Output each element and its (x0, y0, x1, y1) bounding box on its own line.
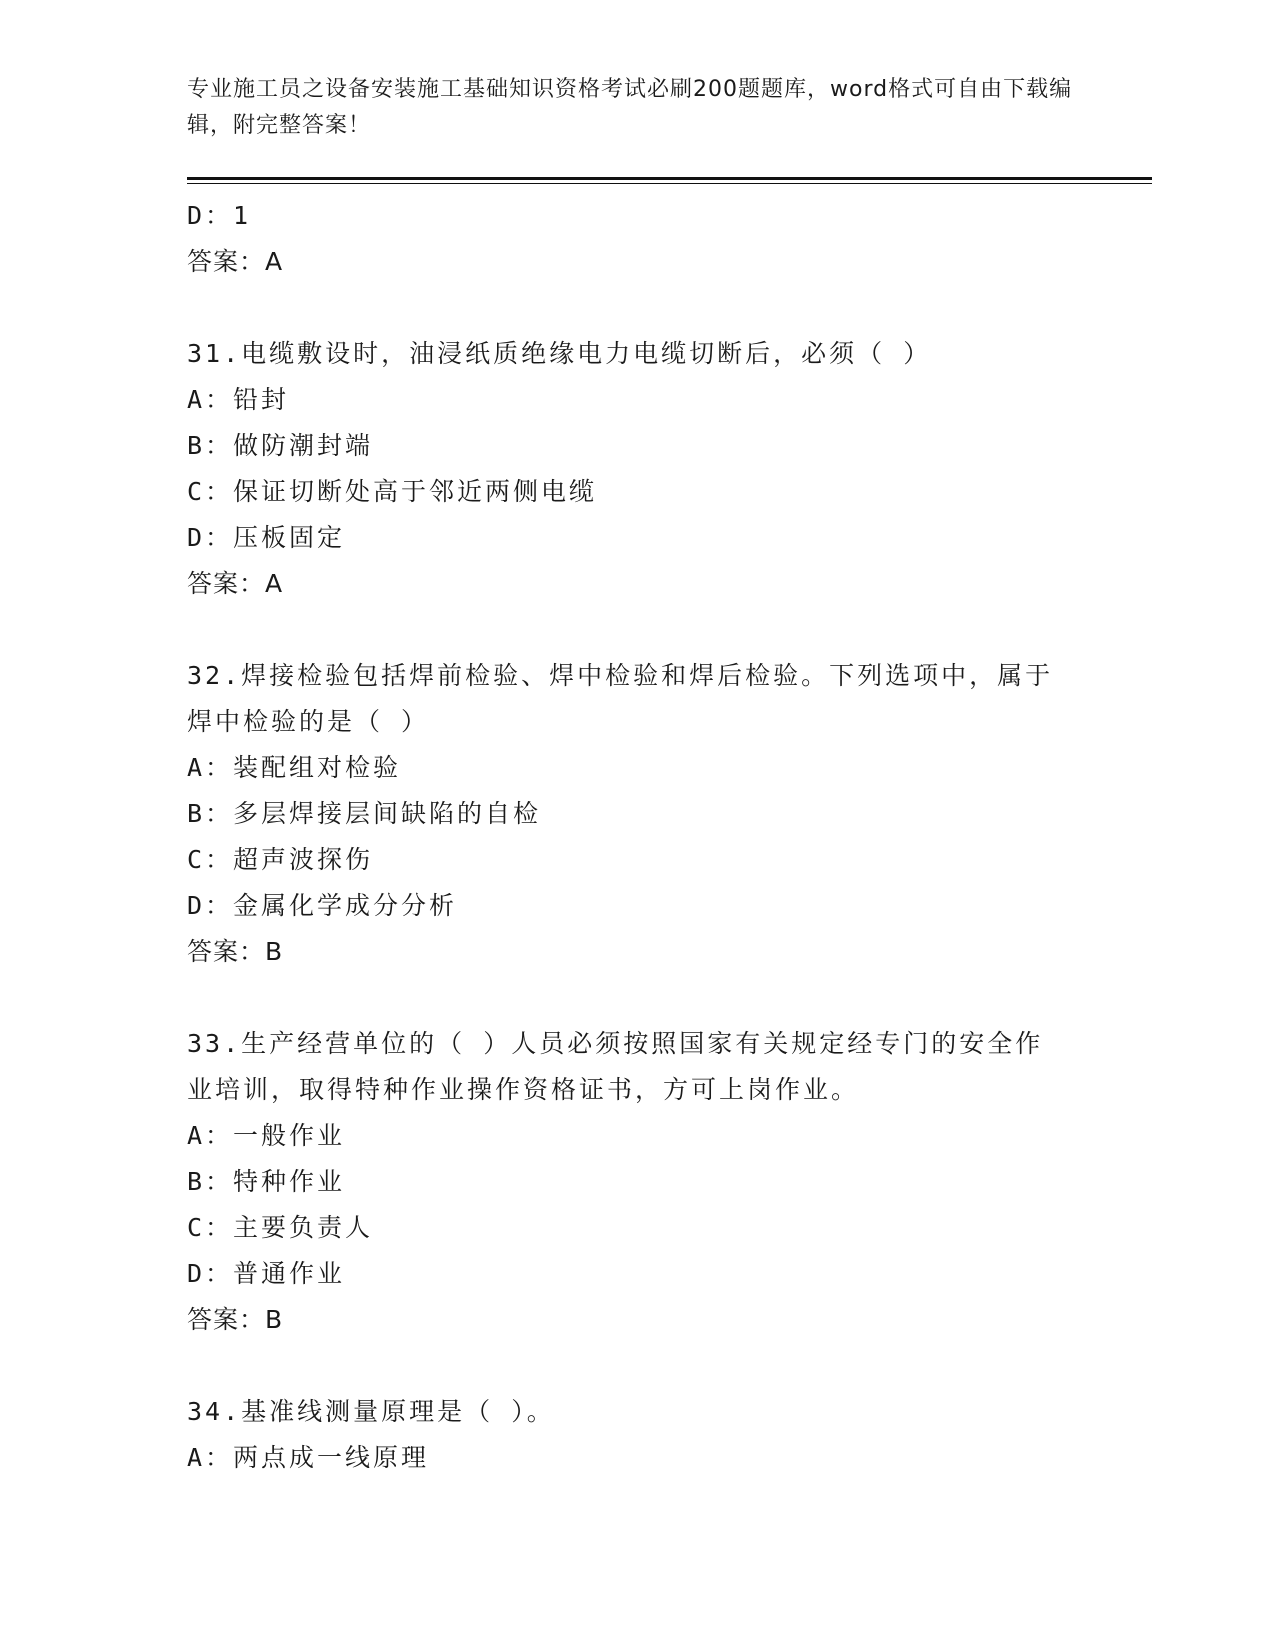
header-title: 专业施工员之设备安装施工基础知识资格考试必刷200题题库，word格式可自由下载编辑，附完整答案！ (187, 77, 1073, 138)
document-header (187, 72, 1087, 144)
question-32 (187, 653, 1087, 975)
question-34 (187, 1389, 1087, 1481)
option-b: B：做防潮封端 (187, 431, 374, 460)
answer-line: 答案：B (187, 937, 284, 966)
option-c: C：超声波探伤 (187, 845, 374, 874)
option-a: A：一般作业 (187, 1121, 346, 1150)
option-d: D：普通作业 (187, 1259, 346, 1288)
header-divider-thick (187, 177, 1152, 180)
header-divider-thin (187, 183, 1152, 184)
spacer (187, 975, 1087, 1021)
option-b: B：特种作业 (187, 1167, 346, 1196)
option-c: C：保证切断处高于邻近两侧电缆 (187, 477, 598, 506)
question-list (187, 193, 1087, 1481)
answer-line: 答案：A (187, 569, 284, 598)
question-text: 33.生产经营单位的（ ）人员必须按照国家有关规定经专门的安全作业培训，取得特种作业操作资格证书，方可上岗作业。 (187, 1029, 1044, 1104)
spacer (187, 1343, 1087, 1389)
option-a: A：装配组对检验 (187, 753, 402, 782)
option-c: C：主要负责人 (187, 1213, 374, 1242)
option-d: D：压板固定 (187, 523, 346, 552)
question-text: 34.基准线测量原理是（ ）。 (187, 1397, 555, 1426)
spacer (187, 285, 1087, 331)
question-text: 32.焊接检验包括焊前检验、焊中检验和焊后检验。下列选项中，属于焊中检验的是（ ） (187, 661, 1054, 736)
option-d: D：金属化学成分分析 (187, 891, 458, 920)
spacer (187, 607, 1087, 653)
question-31 (187, 331, 1087, 607)
answer-line: 答案：A (187, 247, 284, 276)
answer-line: 答案：B (187, 1305, 284, 1334)
option-a: A：两点成一线原理 (187, 1443, 430, 1472)
question-33 (187, 1021, 1087, 1343)
option-d: D：1 (187, 201, 252, 230)
option-b: B：多层焊接层间缺陷的自检 (187, 799, 542, 828)
question-text: 31.电缆敷设时，油浸纸质绝缘电力电缆切断后，必须（ ） (187, 339, 932, 368)
previous-question-tail (187, 193, 1087, 285)
option-a: A：铅封 (187, 385, 290, 414)
